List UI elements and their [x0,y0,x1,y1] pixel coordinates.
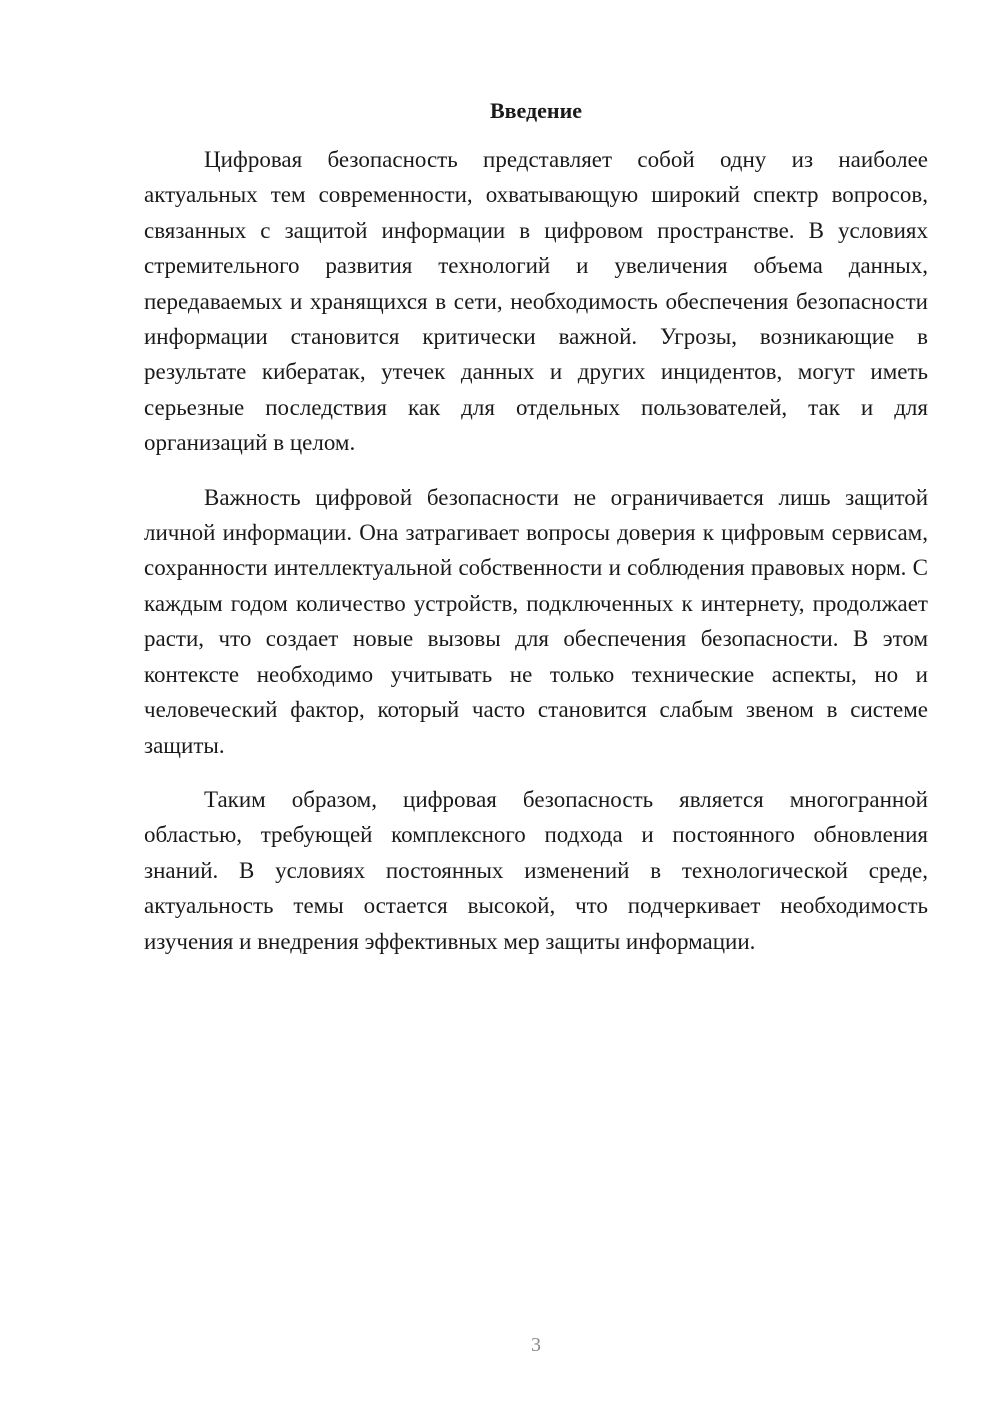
page-number: 3 [531,1334,541,1356]
page-content [144,95,928,959]
section-title: Введение [489,98,583,123]
paragraph-1: Цифровая безопасность представляет собой одну из наиболее актуальных тем современности, охватывающую широкий спектр вопросов, связанных с защитой информации в цифровом пространстве. В условиях стремительного развития технологий и увеличения объема данных, передаваемых и хранящихся в сети, необходимость обеспечения безопасности информации становится критически важной. Угрозы, возникающие в результате кибератак, утечек данных и других инцидентов, могут иметь серьезные последствия как для отдельных пользователей, так и для организаций в целом. [144,147,928,456]
paragraph-3: Таким образом, цифровая безопасность является многогранной областью, требующей комплексного подхода и постоянного обновления знаний. В условиях постоянных изменений в технологической среде, актуальность темы остается высокой, что подчеркивает необходимость изучения и внедрения эффективных мер защиты информации. [144,786,928,954]
paragraph-2: Важность цифровой безопасности не ограничивается лишь защитой личной информации. Она затрагивает вопросы доверия к цифровым сервисам, сохранности интеллектуальной собственности и соблюдения правовых норм. С каждым годом количество устройств, подключенных к интернету, продолжает расти, что создает новые вызовы для обеспечения безопасности. В этом контексте необходимо учитывать не только технические аспекты, но и человеческий фактор, который часто становится слабым звеном в системе защиты. [144,484,928,758]
